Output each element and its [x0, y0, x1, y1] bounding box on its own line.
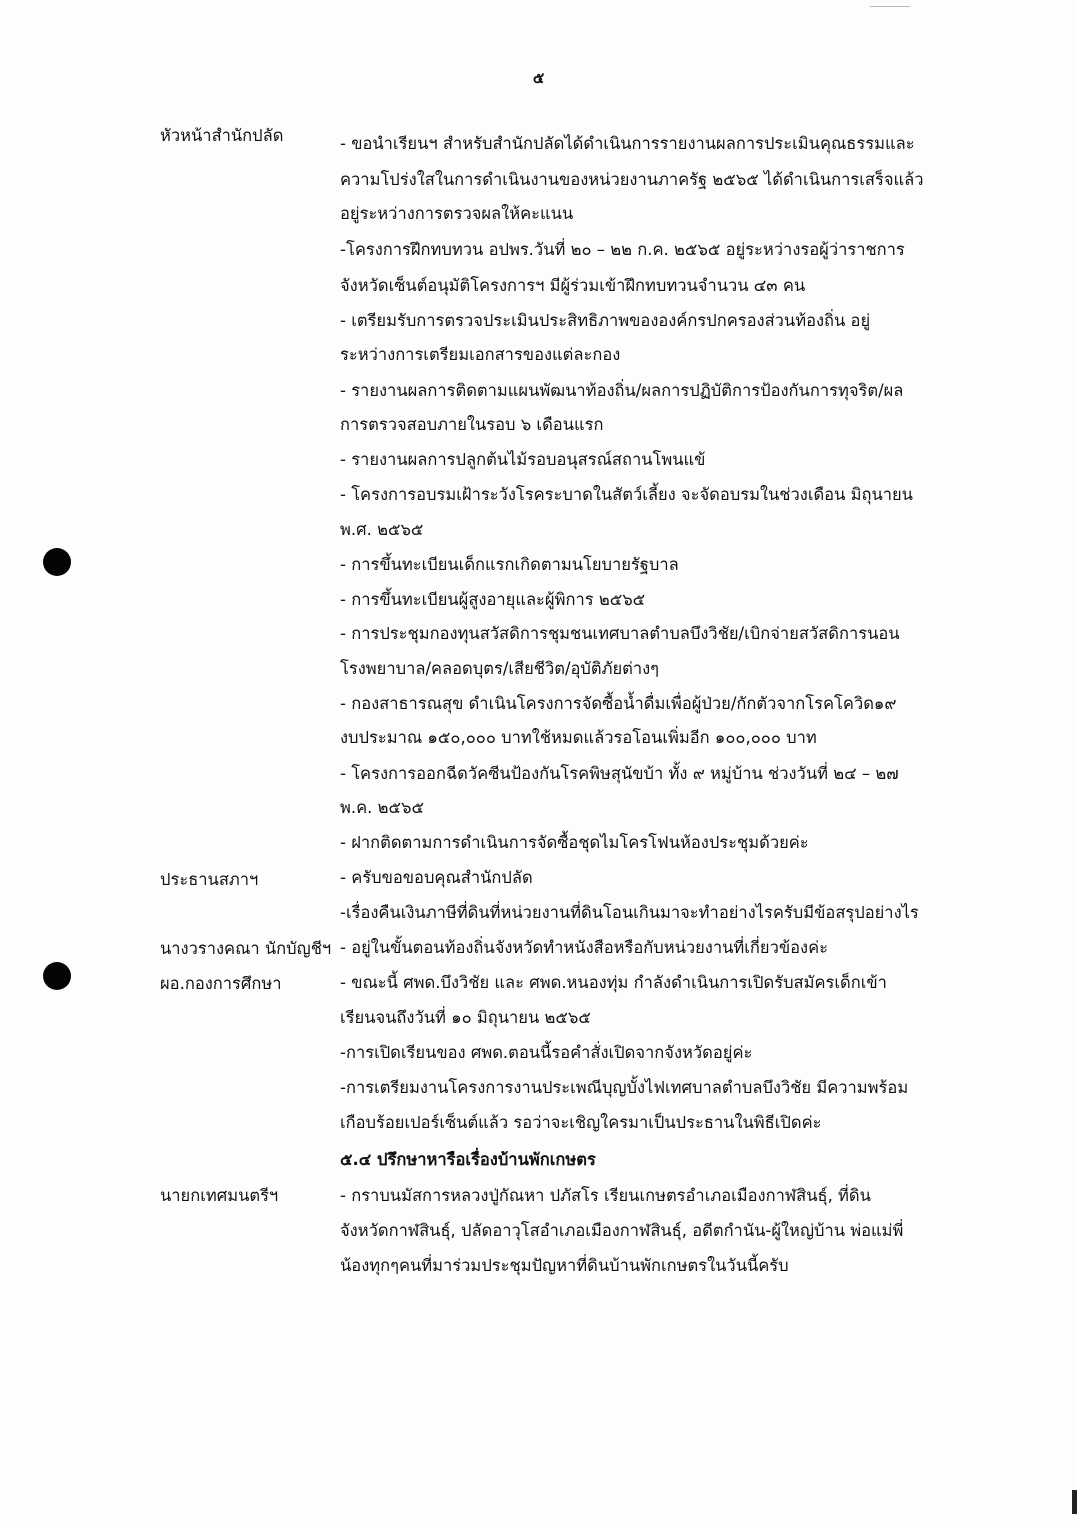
- punch-hole: [43, 548, 71, 576]
- text-line: -การเปิดเรียนของ ศพด.ตอนนี้รอคำสั่งเปิดจากจังหวัดอยู่ค่ะ: [340, 1043, 753, 1062]
- text-line: น้องทุกๆคนที่มาร่วมประชุมปัญหาที่ดินบ้านพักเกษตรในวันนี้ครับ: [340, 1256, 789, 1275]
- text-line: - การขึ้นทะเบียนเด็กแรกเกิดตามนโยบายรัฐบาล: [340, 555, 679, 574]
- text-line: - โครงการอบรมเฝ้าระวังโรคระบาดในสัตว์เลี้ยง จะจัดอบรมในช่วงเดือน มิถุนายน: [340, 485, 913, 504]
- text-line: จังหวัดกาฬสินธุ์, ปลัดอาวุโสอำเภอเมืองกาฬสินธุ์, อดีตกำนัน-ผู้ใหญ่บ้าน พ่อแม่พี่: [340, 1221, 904, 1240]
- text-line: -เรื่องคืนเงินภาษีที่ดินที่หน่วยงานที่ดินโอนเกินมาจะทำอย่างไรครับมีข้อสรุปอย่างไร: [340, 903, 919, 922]
- text-line: -โครงการฝึกทบทวน อปพร.วันที่ ๒๐ – ๒๒ ก.ค. ๒๕๖๕ อยู่ระหว่างรอผู้ว่าราชการ: [340, 240, 905, 259]
- speaker-label: หัวหน้าสำนักปลัด: [160, 126, 284, 145]
- page-number: ๕: [532, 69, 545, 87]
- punch-hole: [43, 962, 71, 990]
- text-line: ระหว่างการเตรียมเอกสารของแต่ละกอง: [340, 345, 621, 364]
- text-line: - รายงานผลการติดตามแผนพัฒนาท้องถิ่น/ผลการปฏิบัติการป้องกันการทุจริต/ผล: [340, 381, 904, 400]
- text-line: - ขณะนี้ ศพด.บึงวิชัย และ ศพด.หนองทุ่ม กำลังดำเนินการเปิดรับสมัครเด็กเข้า: [340, 973, 887, 992]
- text-line: เรียนจนถึงวันที่ ๑๐ มิถุนายน ๒๕๖๕: [340, 1008, 591, 1027]
- text-line: - กราบนมัสการหลวงปู่กัณหา ปภัสโร เรียนเกษตรอำเภอเมืองกาฬสินธุ์, ที่ดิน: [340, 1186, 871, 1205]
- speaker-label: นางวรางคณา นักบัญชีฯ: [160, 939, 332, 958]
- text-line: จังหวัดเซ็นต์อนุมัติโครงการฯ มีผู้ร่วมเข้าฝึกทบทวนจำนวน ๔๓ คน: [340, 276, 806, 295]
- speaker-label: ผอ.กองการศึกษา: [160, 974, 282, 993]
- text-line: เกือบร้อยเปอร์เซ็นต์แล้ว รอว่าจะเชิญใครมาเป็นประธานในพิธีเปิดค่ะ: [340, 1113, 822, 1132]
- text-line: พ.ศ. ๒๕๖๕: [340, 520, 424, 539]
- text-line: -การเตรียมงานโครงการงานประเพณีบุญบั้งไฟเทศบาลตำบลบึงวิชัย มีความพร้อม: [340, 1078, 909, 1097]
- text-line: - กองสาธารณสุข ดำเนินโครงการจัดซื้อน้ำดื่มเพื่อผู้ป่วย/กักตัวจากโรคโควิด๑๙: [340, 694, 897, 713]
- text-line: พ.ค. ๒๕๖๕: [340, 798, 424, 817]
- text-line: - ครับขอขอบคุณสำนักปลัด: [340, 868, 533, 887]
- text-line: การตรวจสอบภายในรอบ ๖ เดือนแรก: [340, 415, 604, 434]
- text-line: งบประมาณ ๑๕๐,๐๐๐ บาทใช้หมดแล้วรอโอนเพิ่มอีก ๑๐๐,๐๐๐ บาท: [340, 728, 817, 747]
- text-line: - การประชุมกองทุนสวัสดิการชุมชนเทศบาลตำบลบึงวิชัย/เบิกจ่ายสวัสดิการนอน: [340, 624, 900, 643]
- text-line: อยู่ระหว่างการตรวจผลให้คะแนน: [340, 204, 574, 223]
- scan-edge-mark: [1072, 1490, 1077, 1514]
- scan-artifact: [870, 0, 910, 7]
- text-line: โรงพยาบาล/คลอดบุตร/เสียชีวิต/อุบัติภัยต่างๆ: [340, 659, 660, 678]
- text-line: - รายงานผลการปลูกต้นไม้รอบอนุสรณ์สถานโพนแข้: [340, 450, 706, 469]
- speaker-label: ประธานสภาฯ: [160, 870, 259, 889]
- text-line: ความโปร่งใสในการดำเนินงานของหน่วยงานภาครัฐ ๒๕๖๕ ได้ดำเนินการเสร็จแล้ว: [340, 170, 924, 189]
- text-line: - เตรียมรับการตรวจประเมินประสิทธิภาพขององค์กรปกครองส่วนท้องถิ่น อยู่: [340, 311, 871, 330]
- text-line: - โครงการออกฉีดวัคซีนป้องกันโรคพิษสุนัขบ้า ทั้ง ๙ หมู่บ้าน ช่วงวันที่ ๒๔ – ๒๗: [340, 764, 899, 783]
- text-line: - ฝากติดตามการดำเนินการจัดซื้อชุดไมโครโฟนห้องประชุมด้วยค่ะ: [340, 833, 809, 852]
- text-line: - ขอนำเรียนฯ สำหรับสำนักปลัดได้ดำเนินการรายงานผลการประเมินคุณธรรมและ: [340, 134, 915, 153]
- speaker-label: นายกเทศมนตรีฯ: [160, 1186, 279, 1205]
- section-heading: ๕.๔ ปรึกษาหารือเรื่องบ้านพักเกษตร: [340, 1150, 596, 1169]
- text-line: - การขึ้นทะเบียนผู้สูงอายุและผู้พิการ ๒๕๖๕: [340, 590, 646, 609]
- text-line: - อยู่ในขั้นตอนท้องถิ่นจังหวัดทำหนังสือหรือกับหน่วยงานที่เกี่ยวข้องค่ะ: [340, 938, 828, 957]
